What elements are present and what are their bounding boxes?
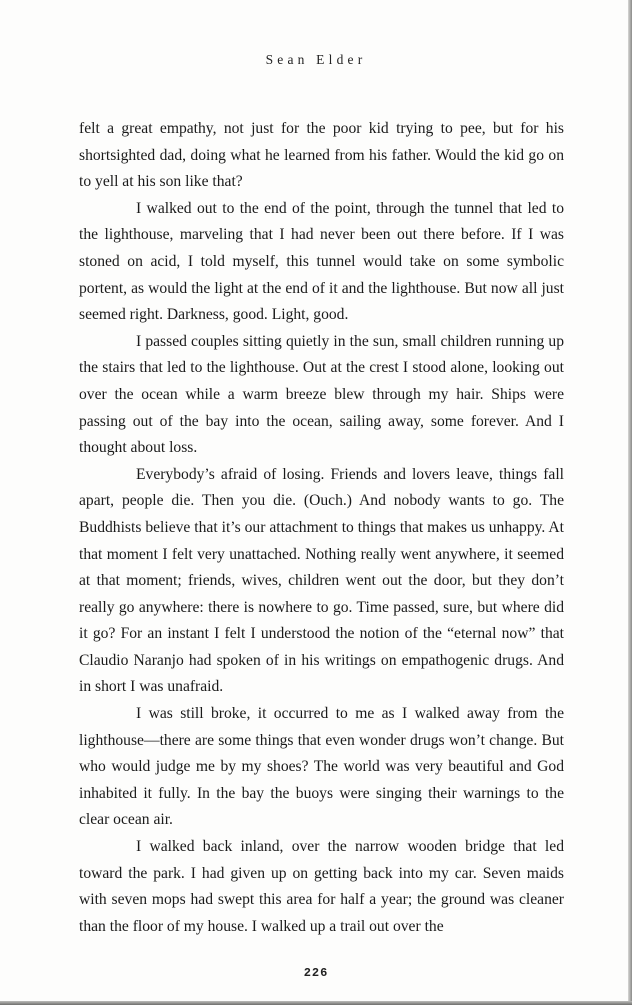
paragraph-5: I was still broke, it occurred to me as I walked away from the lighthouse—there are some things that even wonder drugs won’t change. But who would judge me by my shoes? The world was very beautiful and God inhabited it fully. In the bay the buoys were singing their warnings to the clear ocean air. [79,705,564,829]
page-edge-right [628,0,632,1005]
running-head: Sean Elder [265,52,367,67]
paragraph-2: I walked out to the end of the point, through the tunnel that led to the lighthouse, marveling that I had never been out there before. If I was stoned on acid, I told myself, this tunnel would take on some symbolic portent, as would the light at the end of it and the lighthouse. But now all just seemed right. Darkness, good. Light, good. [79,199,564,324]
paragraph-6: I walked back inland, over the narrow wooden bridge that led toward the park. I had given up on getting back into my car. Seven maids with seven mops had swept this area for half a year; the ground was cleaner than the floor of my house. I walked up a trail out over the [79,838,564,935]
paragraph-3: I passed couples sitting quietly in the sun, small children running up the stairs that led to the lighthouse. Out at the crest I stood alone, looking out over the ocean while a warm breeze blew through my hair. Ships were passing out of the bay into the ocean, sailing away, some forever. And I thought about loss. [79,332,564,457]
paragraph-1: felt a great empathy, not just for the poor kid trying to pee, but for his shortsighted dad, doing what he learned from his father. Would the kid go on to yell at his son like that? [79,120,564,191]
body-text [79,116,564,940]
paragraph-4: Everybody’s afraid of losing. Friends and lovers leave, things fall apart, people die. Then you die. (Ouch.) And nobody wants to go. The Buddhists believe that it’s our attachment to things that makes us unhappy. At that moment I felt very unattached. Nothing really went anywhere, it seemed at that moment; friends, wives, children went out the door, but they don’t really go anywhere: there is nowhere to go. Time passed, sure, but where did it go? For an instant I felt I understood the notion of the “eternal now” that Claudio Naranjo had spoken of in his writings on empathogenic drugs. And in short I was unafraid. [79,465,564,696]
page-number: 226 [303,966,329,980]
page-edge-bottom [0,1001,632,1005]
